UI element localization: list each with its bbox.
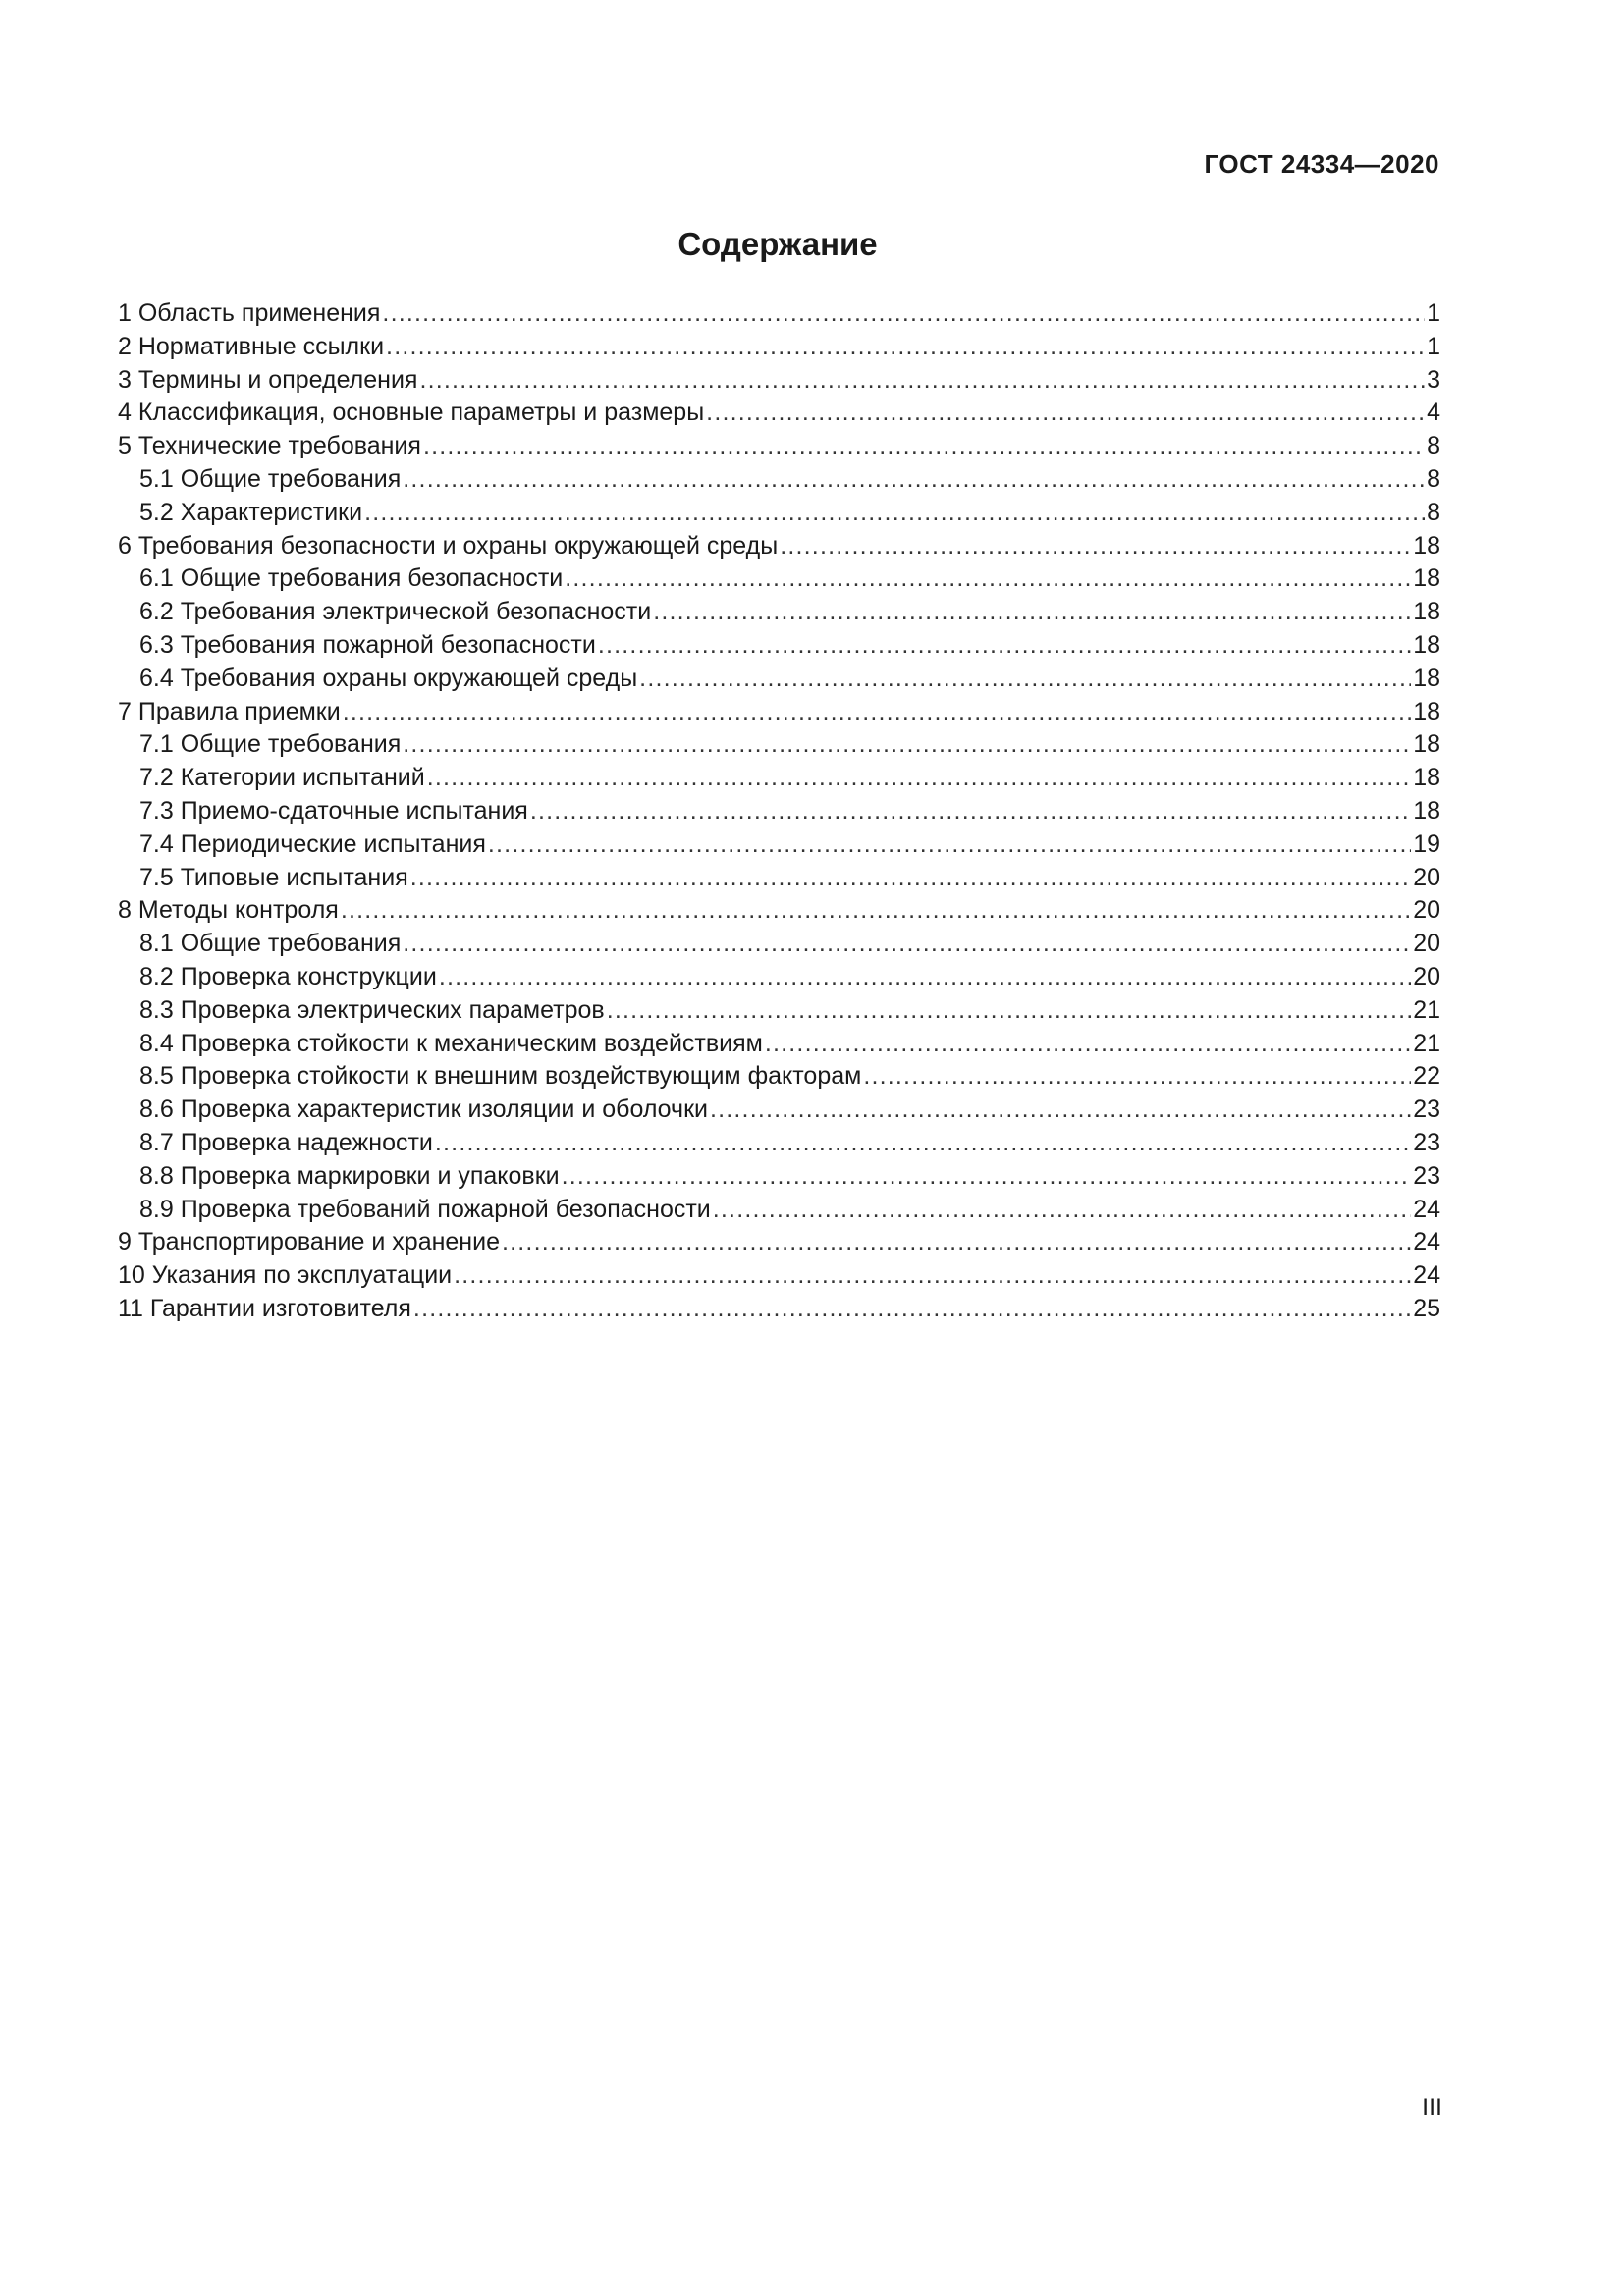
toc-entry-page: 23 (1413, 1095, 1440, 1124)
toc-entry-title: 8.3 Проверка электрических параметров (139, 995, 605, 1024)
toc-entry-title: 7.4 Периодические испытания (139, 829, 486, 858)
toc-entry[interactable] (118, 1094, 1440, 1127)
toc-dot-leader (598, 629, 1411, 663)
toc-entry[interactable] (118, 1226, 1440, 1259)
toc-dot-leader (403, 728, 1411, 762)
toc-entry-title: 8.7 Проверка надежности (139, 1128, 433, 1156)
toc-dot-leader (639, 663, 1411, 696)
toc-entry-page: 18 (1413, 664, 1440, 692)
toc-entry-title: 8.1 Общие требования (139, 930, 402, 958)
toc-entry[interactable] (118, 596, 1440, 629)
toc-entry-page: 1 (1427, 332, 1440, 360)
toc-entry[interactable] (118, 331, 1440, 364)
toc-entry[interactable] (118, 530, 1440, 563)
toc-dot-leader (419, 364, 1425, 398)
toc-entry-title: 8.8 Проверка маркировки и упаковки (139, 1161, 560, 1190)
toc-entry-page: 20 (1413, 896, 1440, 925)
toc-dot-leader (863, 1060, 1411, 1094)
toc-dot-leader (403, 928, 1411, 961)
toc-dot-leader (435, 1127, 1411, 1160)
toc-entry-title: 4 Классификация, основные параметры и размеры (118, 399, 705, 427)
toc-entry-title: 8.4 Проверка стойкости к механическим воздействиям (139, 1029, 763, 1057)
toc-entry-title: 8.6 Проверка характеристик изоляции и оболочки (139, 1095, 708, 1124)
toc-entry-title: 7.2 Категории испытаний (139, 764, 425, 792)
toc-entry-title: 10 Указания по эксплуатации (118, 1261, 453, 1290)
toc-entry-page: 21 (1413, 1029, 1440, 1057)
toc-entry-page: 8 (1427, 432, 1440, 460)
toc-entry-page: 18 (1413, 630, 1440, 659)
toc-dot-leader (410, 862, 1411, 895)
toc-entry-title: 6.2 Требования электрической безопасности (139, 598, 652, 626)
toc-entry-page: 18 (1413, 564, 1440, 593)
toc-entry-page: 18 (1413, 598, 1440, 626)
toc-dot-leader (382, 297, 1425, 331)
toc-dot-leader (765, 1028, 1411, 1061)
toc-entry-page: 18 (1413, 764, 1440, 792)
toc-entry-title: 7.1 Общие требования (139, 730, 402, 759)
toc-entry-page: 8 (1427, 498, 1440, 526)
toc-dot-leader (713, 1194, 1411, 1227)
toc-entry[interactable] (118, 1127, 1440, 1160)
toc-dot-leader (403, 463, 1425, 497)
toc-entry-title: 11 Гарантии изготовителя (118, 1294, 411, 1322)
toc-entry-title: 6 Требования безопасности и охраны окружающей среды (118, 531, 779, 560)
page-number: III (1422, 2094, 1442, 2121)
toc-entry-page: 1 (1427, 299, 1440, 327)
document-code: ГОСТ 24334—2020 (1204, 149, 1439, 179)
toc-entry-page: 8 (1427, 464, 1440, 493)
toc-heading (0, 226, 1624, 263)
toc-entry[interactable] (118, 795, 1440, 828)
toc-entry[interactable] (118, 1028, 1440, 1061)
toc-entry-title: 5.2 Характеристики (139, 498, 363, 526)
toc-entry-page: 4 (1427, 399, 1440, 427)
toc-entry-page: 24 (1413, 1261, 1440, 1290)
toc-entry-title: 7.5 Типовые испытания (139, 863, 408, 891)
toc-entry[interactable] (118, 562, 1440, 596)
toc-entry[interactable] (118, 762, 1440, 795)
toc-entry-title: 5 Технические требования (118, 432, 421, 460)
toc-dot-leader (706, 397, 1425, 430)
toc-entry-page: 23 (1413, 1161, 1440, 1190)
toc-entry-page: 18 (1413, 531, 1440, 560)
toc-dot-leader (488, 828, 1411, 862)
toc-dot-leader (502, 1226, 1411, 1259)
toc-dot-leader (780, 530, 1411, 563)
toc-entry-title: 7.3 Приемо-сдаточные испытания (139, 796, 528, 825)
toc-dot-leader (562, 1160, 1412, 1194)
toc-entry[interactable] (118, 430, 1440, 463)
toc-entry[interactable] (118, 728, 1440, 762)
toc-entry-page: 19 (1413, 829, 1440, 858)
toc-entry[interactable] (118, 696, 1440, 729)
toc-entry-title: 2 Нормативные ссылки (118, 332, 385, 360)
toc-entry[interactable] (118, 961, 1440, 994)
toc-entry-title: 6.3 Требования пожарной безопасности (139, 630, 596, 659)
toc-entry[interactable] (118, 364, 1440, 398)
toc-dot-leader (386, 331, 1425, 364)
toc-dot-leader (423, 430, 1425, 463)
toc-entry[interactable] (118, 497, 1440, 530)
toc-entry-page: 23 (1413, 1128, 1440, 1156)
toc-dot-leader (653, 596, 1411, 629)
toc-dot-leader (607, 994, 1412, 1028)
toc-entry-page: 21 (1413, 995, 1440, 1024)
toc-entry-page: 20 (1413, 863, 1440, 891)
toc-entry[interactable] (118, 1194, 1440, 1227)
toc-entry-page: 18 (1413, 697, 1440, 725)
toc-entry[interactable] (118, 297, 1440, 331)
toc-entry-page: 18 (1413, 796, 1440, 825)
toc-dot-leader (565, 562, 1411, 596)
toc-entry[interactable] (118, 994, 1440, 1028)
toc-entry[interactable] (118, 894, 1440, 928)
toc-entry-page: 24 (1413, 1228, 1440, 1256)
toc-entry-page: 20 (1413, 962, 1440, 990)
toc-dot-leader (427, 762, 1411, 795)
toc-entry-page: 18 (1413, 730, 1440, 759)
toc-heading-text: Содержание (677, 226, 878, 262)
toc-entry-title: 7 Правила приемки (118, 697, 341, 725)
toc-entry-page: 3 (1427, 365, 1440, 394)
toc-entry[interactable] (118, 1060, 1440, 1094)
toc-entry-title: 1 Область применения (118, 299, 381, 327)
toc-entry-page: 20 (1413, 930, 1440, 958)
toc-entry[interactable] (118, 397, 1440, 430)
toc-entry[interactable] (118, 663, 1440, 696)
toc-entry-title: 9 Транспортирование и хранение (118, 1228, 500, 1256)
toc-entry[interactable] (118, 828, 1440, 862)
toc-entry-title: 6.4 Требования охраны окружающей среды (139, 664, 638, 692)
toc-entry-title: 3 Термины и определения (118, 365, 418, 394)
toc-entry[interactable] (118, 1293, 1440, 1326)
table-of-contents (118, 297, 1440, 1326)
toc-entry-title: 5.1 Общие требования (139, 464, 402, 493)
toc-entry-title: 8.9 Проверка требований пожарной безопасности (139, 1195, 711, 1223)
toc-entry[interactable] (118, 1259, 1440, 1293)
toc-dot-leader (530, 795, 1411, 828)
toc-entry-page: 25 (1413, 1294, 1440, 1322)
toc-dot-leader (454, 1259, 1411, 1293)
toc-entry[interactable] (118, 928, 1440, 961)
toc-dot-leader (364, 497, 1425, 530)
toc-entry[interactable] (118, 1160, 1440, 1194)
toc-entry-title: 6.1 Общие требования безопасности (139, 564, 564, 593)
toc-entry[interactable] (118, 862, 1440, 895)
toc-entry[interactable] (118, 463, 1440, 497)
toc-dot-leader (343, 696, 1411, 729)
toc-entry-title: 8 Методы контроля (118, 896, 339, 925)
toc-dot-leader (439, 961, 1411, 994)
toc-dot-leader (341, 894, 1411, 928)
toc-entry-title: 8.5 Проверка стойкости к внешним воздействующим факторам (139, 1062, 862, 1091)
toc-dot-leader (413, 1293, 1411, 1326)
toc-entry-page: 22 (1413, 1062, 1440, 1091)
toc-entry-title: 8.2 Проверка конструкции (139, 962, 437, 990)
toc-entry-page: 24 (1413, 1195, 1440, 1223)
toc-entry[interactable] (118, 629, 1440, 663)
toc-dot-leader (710, 1094, 1411, 1127)
